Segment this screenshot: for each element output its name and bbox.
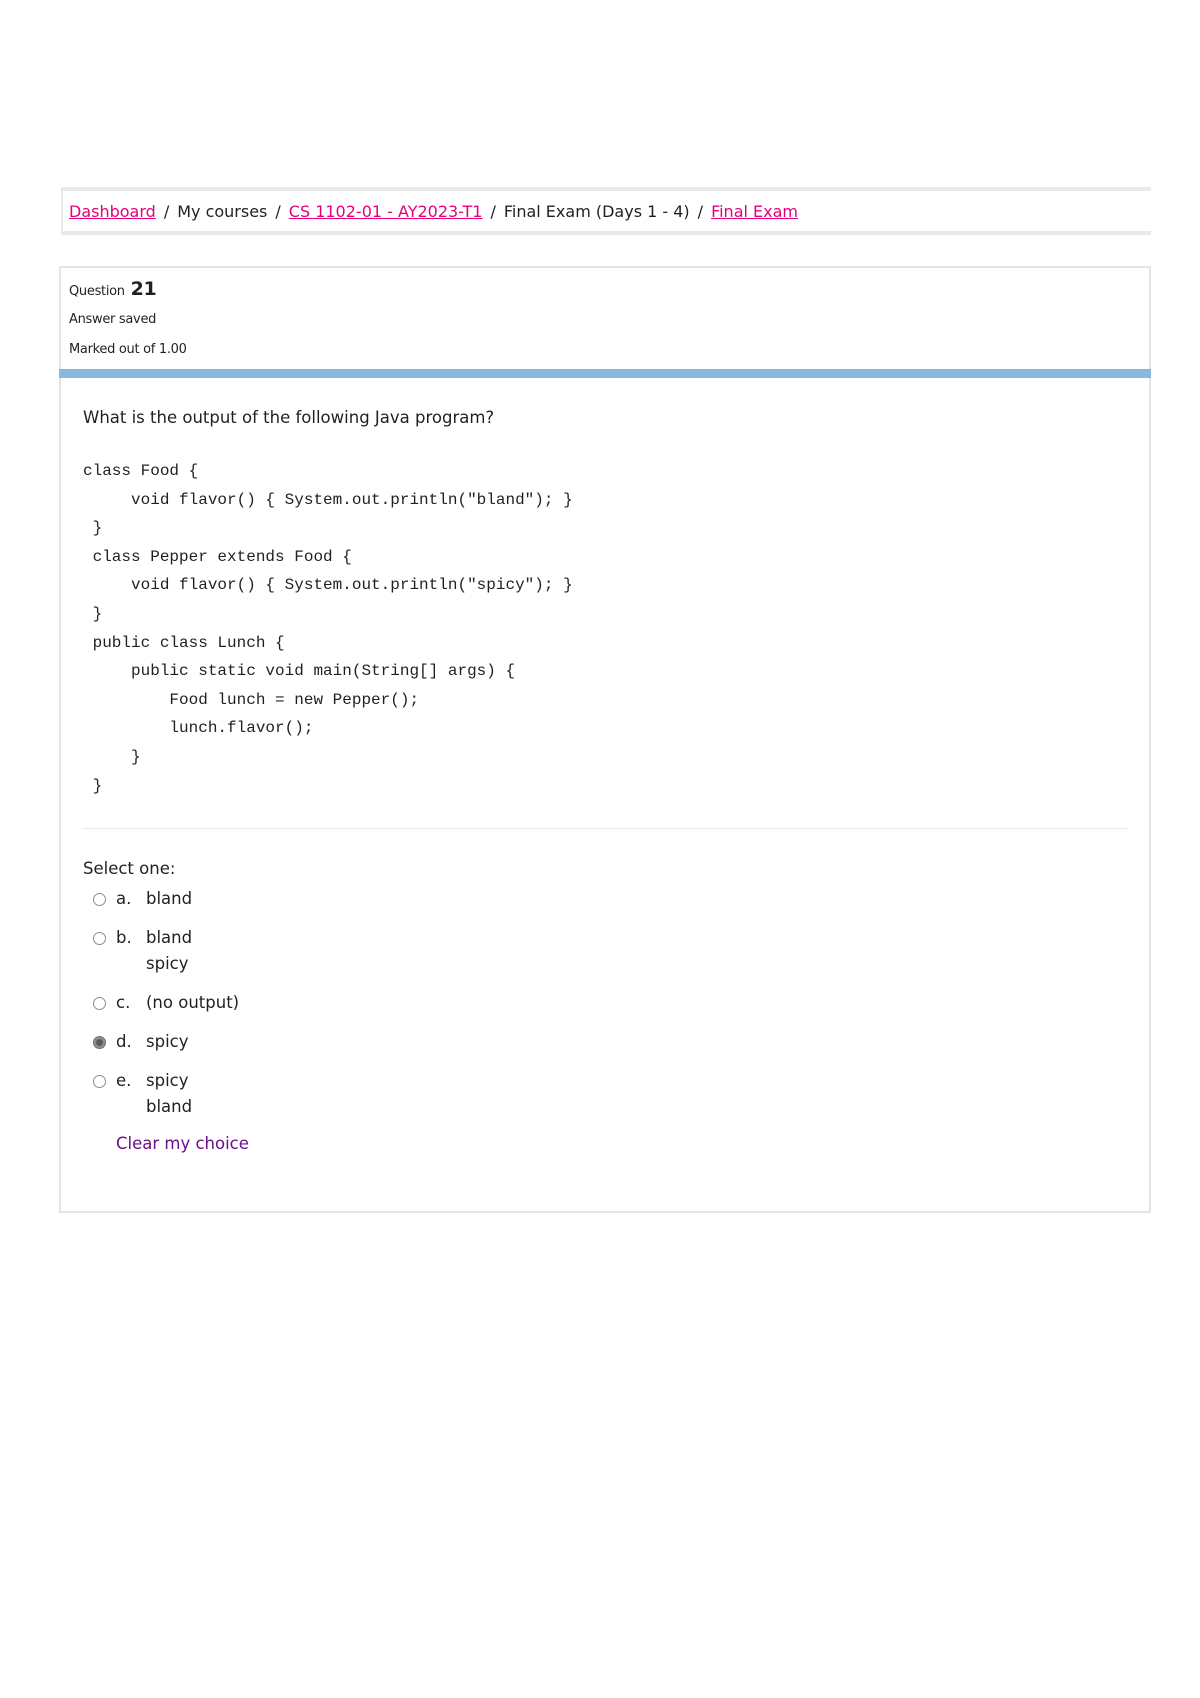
breadcrumb-item[interactable]: Final Exam — [711, 201, 798, 221]
question-body — [83, 408, 1129, 1153]
radio-button[interactable] — [93, 932, 106, 945]
question-number-label — [69, 278, 156, 300]
breadcrumb-separator: / — [163, 201, 170, 221]
answer-option[interactable] — [93, 925, 1129, 977]
question-text: What is the output of the following Java program? — [83, 408, 495, 427]
answer-text — [146, 1029, 189, 1055]
code-line: } — [83, 519, 103, 538]
clear-choice-link[interactable]: Clear my choice — [116, 1134, 249, 1154]
answer-letter: d. — [116, 1032, 132, 1052]
code-block — [83, 457, 1129, 800]
question-accent-bar — [59, 369, 1151, 378]
answer-list — [93, 886, 1129, 1120]
answer-line: (no output) — [146, 993, 240, 1013]
radio-button[interactable] — [93, 1036, 106, 1049]
question-grade: Marked out of 1.00 — [69, 342, 187, 357]
code-line: lunch.flavor(); — [83, 719, 314, 738]
question-card — [59, 266, 1151, 1213]
question-info — [61, 268, 1149, 368]
answer-line: spicy — [146, 1032, 189, 1052]
breadcrumb-separator: / — [697, 201, 704, 221]
code-line: Food lunch = new Pepper(); — [83, 690, 420, 709]
answer-option[interactable] — [93, 990, 1129, 1016]
answer-text — [146, 990, 239, 1016]
code-line: class Pepper extends Food { — [83, 547, 352, 566]
answer-text — [146, 925, 192, 977]
code-line: void flavor() { System.out.println("bland"); } — [83, 490, 573, 509]
answer-line: bland — [146, 889, 193, 909]
breadcrumb-separator: / — [275, 201, 281, 221]
code-line: public class Lunch { — [83, 633, 285, 652]
radio-button[interactable] — [93, 893, 106, 906]
answer-line: spicy — [146, 1071, 189, 1091]
radio-button[interactable] — [93, 1075, 106, 1088]
code-line: } — [83, 604, 103, 623]
question-state: Answer saved — [69, 312, 157, 327]
answer-line: spicy — [146, 954, 189, 974]
breadcrumb — [61, 187, 1151, 235]
answer-letter: b. — [116, 928, 132, 948]
answer-option[interactable] — [93, 1068, 1129, 1120]
breadcrumb-item: Final Exam (Days 1 - 4) — [503, 201, 690, 221]
answer-text — [146, 1068, 192, 1120]
answer-option[interactable] — [93, 1029, 1129, 1055]
code-line: void flavor() { System.out.println("spicy"); } — [83, 576, 573, 595]
select-prompt: Select one: — [83, 859, 176, 879]
answer-option[interactable] — [93, 886, 1129, 912]
question-number: 21 — [130, 278, 157, 300]
breadcrumb-item: My courses — [177, 201, 268, 221]
answer-line: bland — [146, 1097, 193, 1117]
answer-text — [146, 886, 192, 912]
breadcrumb-item[interactable]: CS 1102-01 - AY2023-T1 — [288, 201, 483, 221]
code-line: } — [83, 776, 103, 795]
code-line: class Food { — [83, 462, 199, 480]
breadcrumb-separator: / — [490, 201, 496, 221]
answer-line: bland — [146, 928, 193, 948]
code-line: public static void main(String[] args) { — [83, 662, 516, 681]
answer-letter: c. — [116, 993, 131, 1013]
divider — [83, 828, 1129, 829]
answer-letter: a. — [116, 889, 132, 909]
question-label: Question — [69, 284, 125, 299]
code-line: } — [83, 747, 141, 766]
answer-letter: e. — [116, 1071, 132, 1091]
breadcrumb-item[interactable]: Dashboard — [69, 201, 156, 221]
radio-button[interactable] — [93, 997, 106, 1010]
